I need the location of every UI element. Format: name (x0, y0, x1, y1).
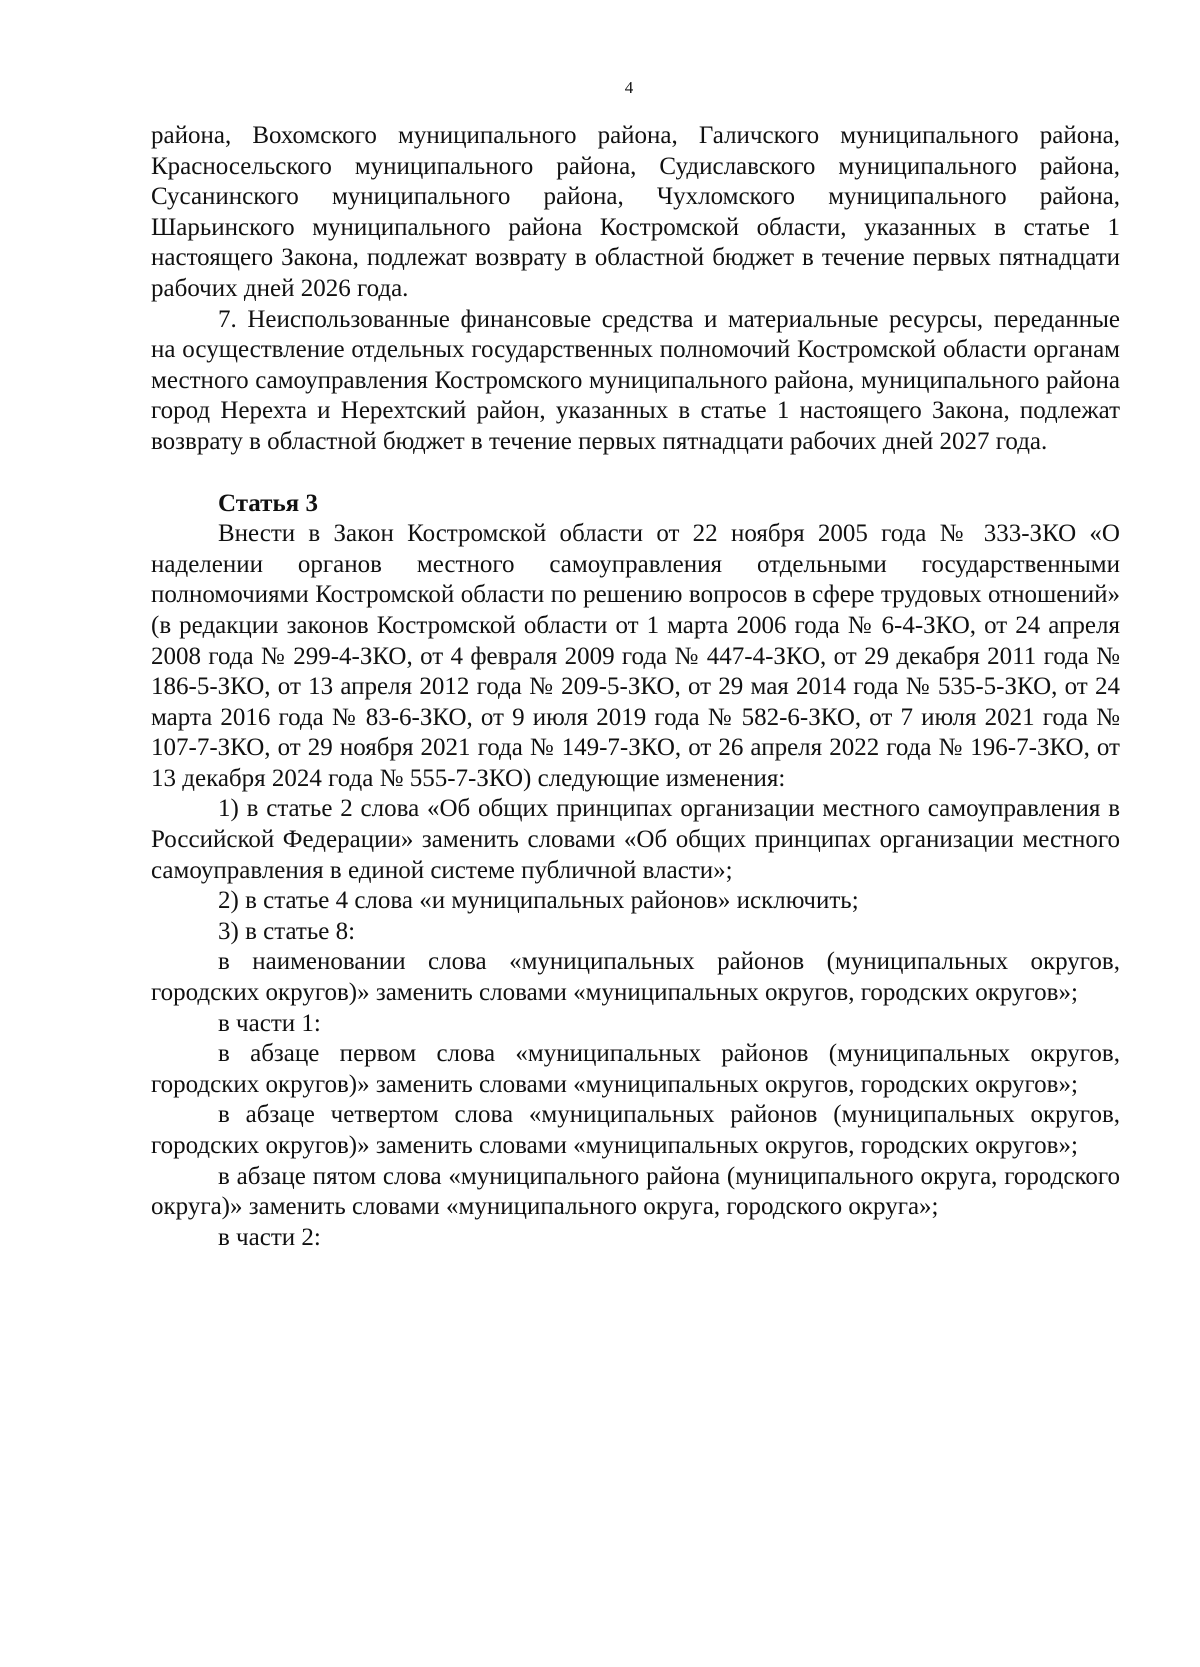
article-3-heading: Статья 3 (218, 489, 318, 517)
amendment-item-1: 1) в статье 2 слова «Об общих принципах организации местного самоуправления в Российской Федерации» заменить словами «Об общих принципах организации местного самоуправления в единой системе публичной власти»; (151, 795, 1120, 884)
part-2-label: в части 2: (218, 1223, 321, 1251)
article-3-intro: Внести в Закон Костромской области от 22 ноября 2005 года № 333-ЗКО «О наделении органов местного самоуправления отдельными государственными полномочиями Костромской области по решению вопросов в сфере трудовых отношений» (в редакции законов Костромской области от 1 марта 2006 года № 6-4-ЗКО, от 24 апреля 2008 года № 299-4-ЗКО, от 4 февраля 2009 года № 447-4-ЗКО, от 29 декабря 2011 года № 186-5-ЗКО, от 13 апреля 2012 года № 209-5-ЗКО, от 29 мая 2014 года № 535-5-ЗКО, от 24 марта 2016 года № 83-6-ЗКО, от 9 июля 2019 года № 582-6-ЗКО, от 7 июля 2021 года № 107-7-ЗКО, от 29 ноября 2021 года № 149-7-ЗКО, от 26 апреля 2022 года № 196-7-ЗКО, от 13 декабря 2024 года № 555-7-ЗКО) следующие изменения: (151, 520, 1120, 792)
section-gap (151, 458, 1120, 489)
part-1-paragraph-first: в абзаце первом слова «муниципальных районов (муниципальных округов, городских округов)» заменить словами «муниципальных округов, городских округов»; (151, 1040, 1120, 1098)
intro-paragraph: района, Вохомского муниципального района, Галичского муниципального района, Красносельского муниципального района, Судиславского муниципального района, Сусанинского муниципального района, Чухломского муниципального района, Шарьинского муниципального района Костромской области, указанных в статье 1 настоящего Закона, подлежат возврату в областной бюджет в течение первых пятнадцати рабочих дней 2026 года. (151, 122, 1120, 302)
part-1-label: в части 1: (218, 1009, 321, 1037)
amendment-item-3: 3) в статье 8: (218, 917, 356, 945)
part-1-paragraph-fourth: в абзаце четвертом слова «муниципальных районов (муниципальных округов, городских округов)» заменить словами «муниципальных округов, городских округов»; (151, 1101, 1120, 1159)
amendment-item-2: 2) в статье 4 слова «и муниципальных районов» исключить; (218, 887, 859, 915)
page-number: 4 (624, 78, 634, 97)
paragraph-7: 7. Неиспользованные финансовые средства и материальные ресурсы, переданные на осуществление отдельных государственных полномочий Костромской области органам местного самоуправления Костромского муниципального района, муниципального района город Нерехта и Нерехтский район, указанных в статье 1 настоящего Закона, подлежат возврату в областной бюджет в течение первых пятнадцати рабочих дней 2027 года. (151, 305, 1120, 455)
document-body (151, 121, 1120, 1253)
amendment-item-3-title: в наименовании слова «муниципальных районов (муниципальных округов, городских округов)» заменить словами «муниципальных округов, городских округов»; (151, 948, 1120, 1007)
part-1-paragraph-fifth: в абзаце пятом слова «муниципального района (муниципального округа, городского округа)» заменить словами «муниципального округа, городского округа»; (151, 1162, 1120, 1221)
